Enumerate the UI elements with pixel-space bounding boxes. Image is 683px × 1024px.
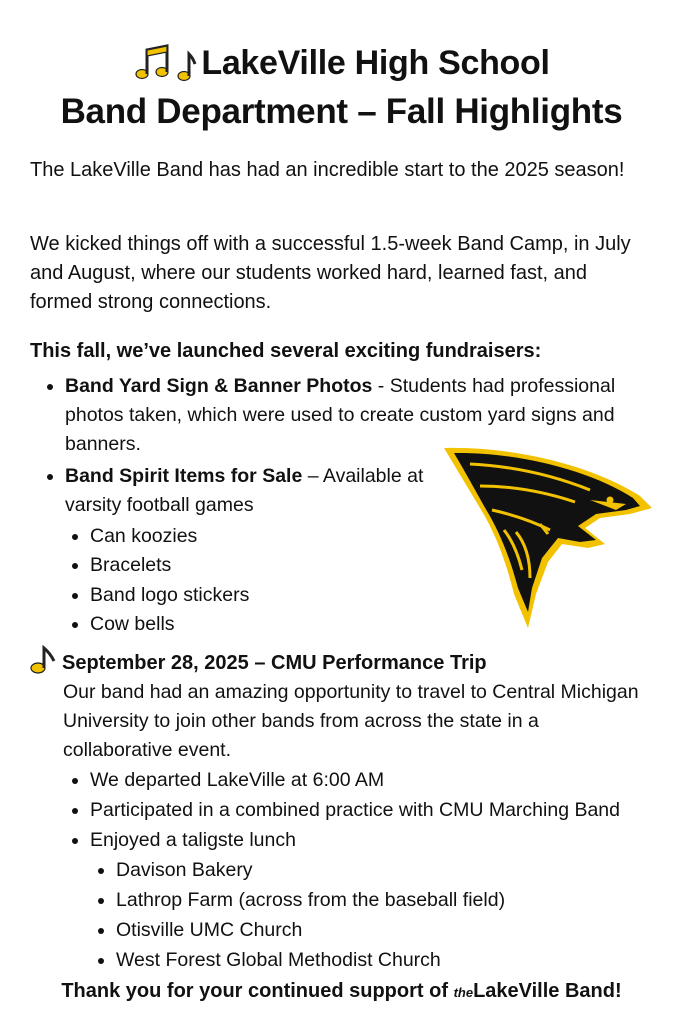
thanks-prefix: Thank you for your continued support of xyxy=(61,980,454,1002)
lunch-spot: Otisville UMC Church xyxy=(116,916,302,945)
lunch-spot: Lathrop Farm (across from the baseball field) xyxy=(116,886,505,915)
spirit-item: Bracelets xyxy=(90,551,171,580)
fundraiser-item-spirit-items xyxy=(65,462,435,520)
thanks-band-name: LakeVille Band! xyxy=(473,980,622,1002)
fundraiser-item-text: – Available at varsity football games xyxy=(65,465,424,516)
lunch-spot: West Forest Global Methodist Church xyxy=(116,946,441,975)
fundraiser-item-text: - Students had professional photos taken, which were used to create custom yard signs and banners. xyxy=(65,375,616,455)
trip-point: Enjoyed a taligste lunch xyxy=(90,826,296,855)
trip-heading xyxy=(30,645,487,675)
thanks-the-word: the xyxy=(453,985,474,1000)
page-title-line1 xyxy=(0,42,683,83)
trip-heading-text: September 28, 2025 – CMU Performance Trip xyxy=(62,652,487,674)
fundraisers-heading: This fall, we’ve launched several exciting fundraisers: xyxy=(30,340,542,362)
falcon-logo xyxy=(440,444,655,629)
title-text-1: LakeVille High School xyxy=(201,44,550,82)
fundraiser-item-title: Band Spirit Items for Sale xyxy=(65,465,303,487)
trip-description: Our band had an amazing opportunity to travel to Central Michigan University to join other bands from across the state in a collaborative event. xyxy=(63,681,639,761)
spirit-item: Can koozies xyxy=(90,522,197,551)
music-note-icon xyxy=(30,645,56,675)
trip-point: Participated in a combined practice with CMU Marching Band xyxy=(90,796,620,825)
music-notes-icon xyxy=(133,42,197,82)
intro-paragraph-1: The LakeVille Band has had an incredible start to the 2025 season! xyxy=(30,159,625,181)
intro-paragraph-2: We kicked things off with a successful 1.5-week Band Camp, in July and August, where our students worked hard, learned fast, and formed strong connections. xyxy=(30,233,631,313)
fundraiser-item-title: Band Yard Sign & Banner Photos xyxy=(65,375,373,397)
lunch-spot: Davison Bakery xyxy=(116,856,253,885)
spirit-item: Cow bells xyxy=(90,610,175,639)
spirit-item: Band logo stickers xyxy=(90,581,249,610)
thank-you-footer xyxy=(0,980,683,1003)
page-title-line2: Band Department – Fall Highlights xyxy=(60,92,623,131)
trip-point: We departed LakeVille at 6:00 AM xyxy=(90,766,384,795)
